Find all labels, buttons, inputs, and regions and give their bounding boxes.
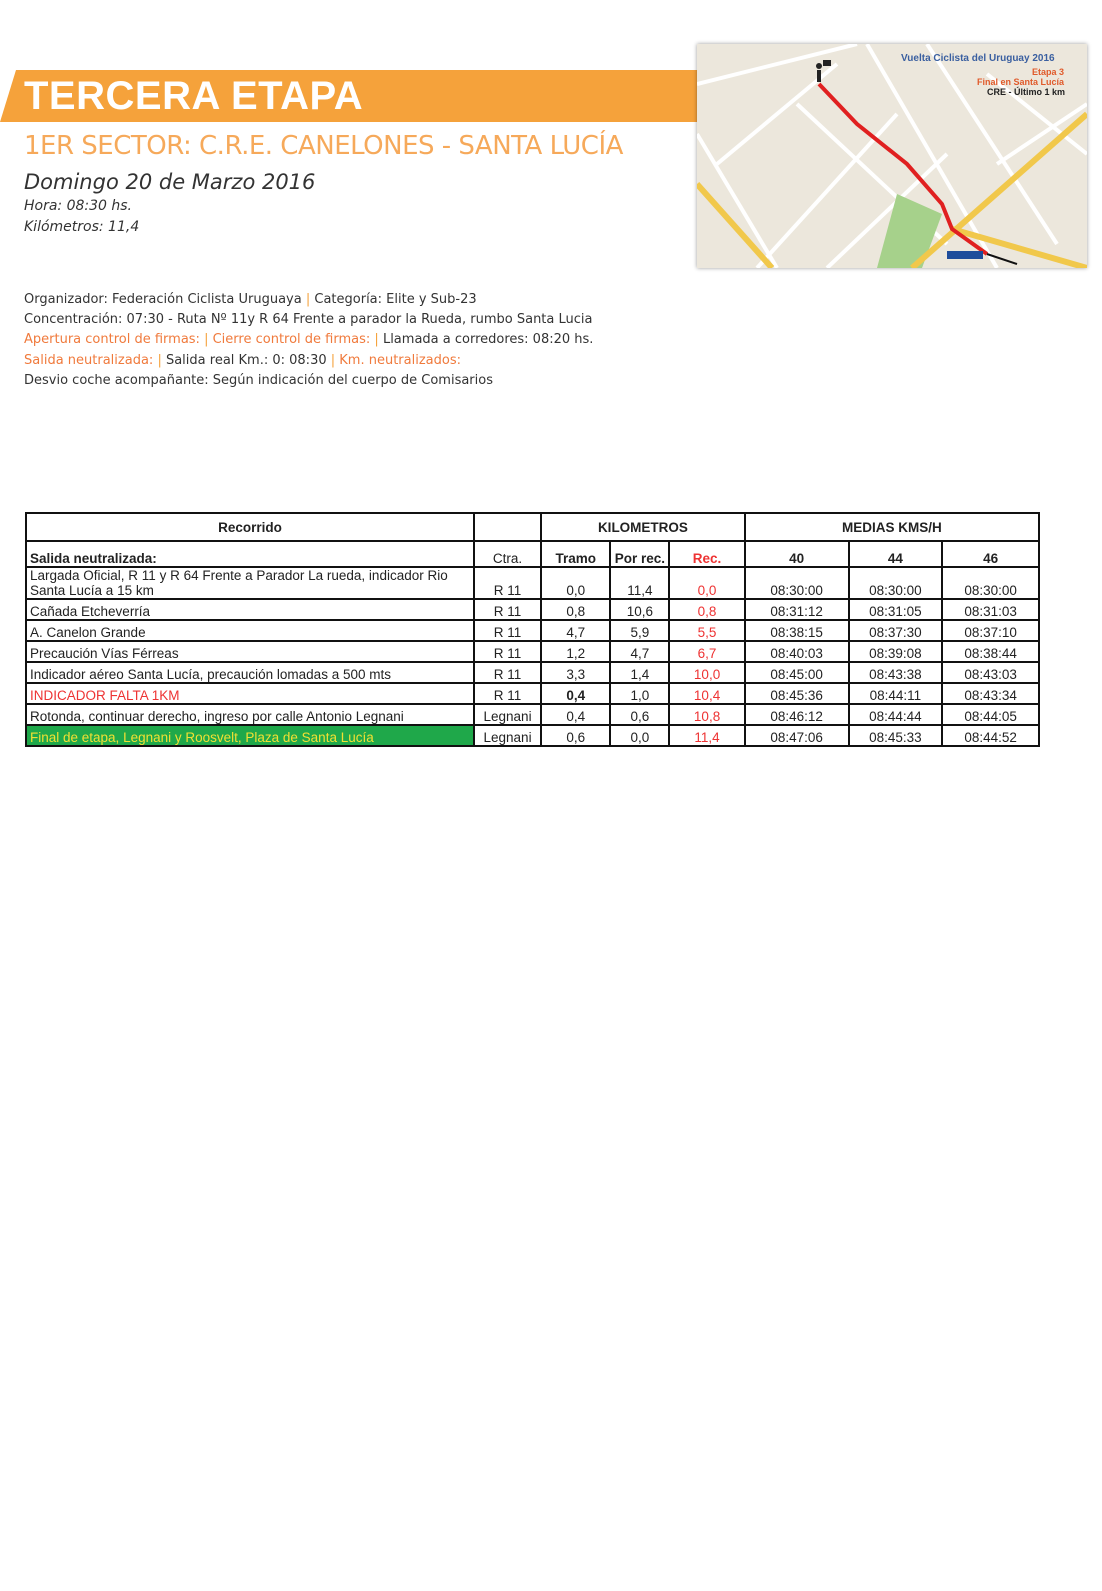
real-start-text: Salida real Km.: 0: 08:30 <box>165 353 327 368</box>
row-t46: 08:44:52 <box>942 725 1039 746</box>
table-row <box>26 683 1039 704</box>
row-ctra: R 11 <box>474 567 541 599</box>
separator: | <box>305 292 311 307</box>
row-tramo: 4,7 <box>541 620 610 641</box>
row-t46: 08:30:00 <box>942 567 1039 599</box>
row-rec: 0,0 <box>669 567 744 599</box>
row-tramo: 0,4 <box>541 704 610 725</box>
riders-call-text: Llamada a corredores: 08:20 hs. <box>382 332 594 347</box>
row-porrec: 1,4 <box>610 662 669 683</box>
neutral-start-text: Salida neutralizada: <box>24 353 154 368</box>
header-recorrido: Recorrido <box>26 513 474 541</box>
row-porrec: 4,7 <box>610 641 669 662</box>
row-t44: 08:31:05 <box>849 599 943 620</box>
row-rec: 6,7 <box>669 641 744 662</box>
table-row <box>26 704 1039 725</box>
row-name: Cañada Etcheverría <box>26 599 474 620</box>
row-tramo: 0,6 <box>541 725 610 746</box>
row-t40: 08:47:06 <box>745 725 849 746</box>
row-t46: 08:43:03 <box>942 662 1039 683</box>
row-t46: 08:43:34 <box>942 683 1039 704</box>
table-row <box>26 662 1039 683</box>
row-ctra: R 11 <box>474 620 541 641</box>
row-ctra: R 11 <box>474 662 541 683</box>
separator: | <box>157 353 162 368</box>
col-tramo: Tramo <box>541 541 610 567</box>
row-t44: 08:43:38 <box>849 662 943 683</box>
header-blank <box>474 513 541 541</box>
row-t46: 08:38:44 <box>942 641 1039 662</box>
header-kilometros: KILOMETROS <box>541 513 745 541</box>
table-row <box>26 567 1039 599</box>
row-name: Largada Oficial, R 11 y R 64 Frente a Parador La rueda, indicador Rio Santa Lucía a 15 km <box>26 567 474 599</box>
category-text: Categoría: Elite y Sub-23 <box>314 292 477 307</box>
row-t40: 08:38:15 <box>745 620 849 641</box>
row-rec: 10,4 <box>669 683 744 704</box>
row-ctra: R 11 <box>474 599 541 620</box>
row-t44: 08:39:08 <box>849 641 943 662</box>
info-line-signing <box>24 332 593 347</box>
row-rec: 10,8 <box>669 704 744 725</box>
info-line-organizer <box>24 292 477 307</box>
row-name: Rotonda, continuar derecho, ingreso por calle Antonio Legnani <box>26 704 474 725</box>
row-tramo: 3,3 <box>541 662 610 683</box>
row-porrec: 5,9 <box>610 620 669 641</box>
row-t44: 08:45:33 <box>849 725 943 746</box>
signing-close-text: Cierre control de firmas: <box>212 332 371 347</box>
col-porrec: Por rec. <box>610 541 669 567</box>
table-row <box>26 599 1039 620</box>
map-last-km-label: CRE - Último 1 km <box>987 87 1066 97</box>
row-t44: 08:37:30 <box>849 620 943 641</box>
row-t46: 08:44:05 <box>942 704 1039 725</box>
row-t46: 08:37:10 <box>942 620 1039 641</box>
row-ctra: Legnani <box>474 725 541 746</box>
row-tramo: 0,0 <box>541 567 610 599</box>
row-t44: 08:44:44 <box>849 704 943 725</box>
row-t40: 08:45:36 <box>745 683 849 704</box>
table-row <box>26 641 1039 662</box>
row-name: Precaución Vías Férreas <box>26 641 474 662</box>
col-44: 44 <box>849 541 943 567</box>
row-rec: 0,8 <box>669 599 744 620</box>
page-title: TERCERA ETAPA <box>24 74 364 118</box>
table-row <box>26 725 1039 746</box>
col-ctra: Ctra. <box>474 541 541 567</box>
route-map <box>697 44 1087 268</box>
info-line-detour: Desvio coche acompañante: Según indicación del cuerpo de Comisarios <box>24 373 493 388</box>
separator: | <box>374 332 379 347</box>
row-ctra: R 11 <box>474 683 541 704</box>
row-name: INDICADOR FALTA 1KM <box>26 683 474 704</box>
table-row <box>26 620 1039 641</box>
row-ctra: R 11 <box>474 641 541 662</box>
row-ctra: Legnani <box>474 704 541 725</box>
row-rec: 11,4 <box>669 725 744 746</box>
route-table <box>25 512 1040 747</box>
col-rec: Rec. <box>669 541 744 567</box>
col-46: 46 <box>942 541 1039 567</box>
stage-kilometers: Kilómetros: 11,4 <box>24 219 140 235</box>
row-porrec: 10,6 <box>610 599 669 620</box>
sector-subtitle: 1ER SECTOR: C.R.E. CANELONES - SANTA LUCÍA <box>24 131 623 161</box>
map-stage-label: Etapa 3 <box>1032 67 1065 77</box>
map-title: Vuelta Ciclista del Uruguay 2016 <box>901 53 1055 64</box>
row-t46: 08:31:03 <box>942 599 1039 620</box>
row-porrec: 1,0 <box>610 683 669 704</box>
row-tramo: 0,8 <box>541 599 610 620</box>
row-t40: 08:31:12 <box>745 599 849 620</box>
map-finish-label: Final en Santa Lucía <box>977 77 1065 87</box>
header-medias: MEDIAS KMS/H <box>745 513 1039 541</box>
row-porrec: 0,0 <box>610 725 669 746</box>
row-t40: 08:40:03 <box>745 641 849 662</box>
row-tramo: 1,2 <box>541 641 610 662</box>
row-t44: 08:44:11 <box>849 683 943 704</box>
row-porrec: 11,4 <box>610 567 669 599</box>
stage-date: Domingo 20 de Marzo 2016 <box>24 170 316 194</box>
separator: | <box>330 353 336 368</box>
row-tramo: 0,4 <box>541 683 610 704</box>
separator: | <box>204 332 209 347</box>
organizer-text: Organizador: Federación Ciclista Uruguaya <box>24 292 302 307</box>
row-t40: 08:45:00 <box>745 662 849 683</box>
row-name: Indicador aéreo Santa Lucía, precaución lomadas a 500 mts <box>26 662 474 683</box>
neutral-km-text: Km. neutralizados: <box>339 353 461 368</box>
row-name: Final de etapa, Legnani y Roosvelt, Plaza de Santa Lucía <box>26 725 474 746</box>
info-line-start <box>24 353 461 368</box>
row-rec: 5,5 <box>669 620 744 641</box>
stage-hour: Hora: 08:30 hs. <box>24 198 133 214</box>
neutral-start-label: Salida neutralizada: <box>26 541 474 567</box>
row-porrec: 0,6 <box>610 704 669 725</box>
col-40: 40 <box>745 541 849 567</box>
signing-open-text: Apertura control de firmas: <box>24 332 200 347</box>
info-line-concentration: Concentración: 07:30 - Ruta Nº 11y R 64 Frente a parador la Rueda, rumbo Santa Lucia <box>24 312 593 327</box>
row-t40: 08:30:00 <box>745 567 849 599</box>
row-t44: 08:30:00 <box>849 567 943 599</box>
row-rec: 10,0 <box>669 662 744 683</box>
row-t40: 08:46:12 <box>745 704 849 725</box>
row-name: A. Canelon Grande <box>26 620 474 641</box>
